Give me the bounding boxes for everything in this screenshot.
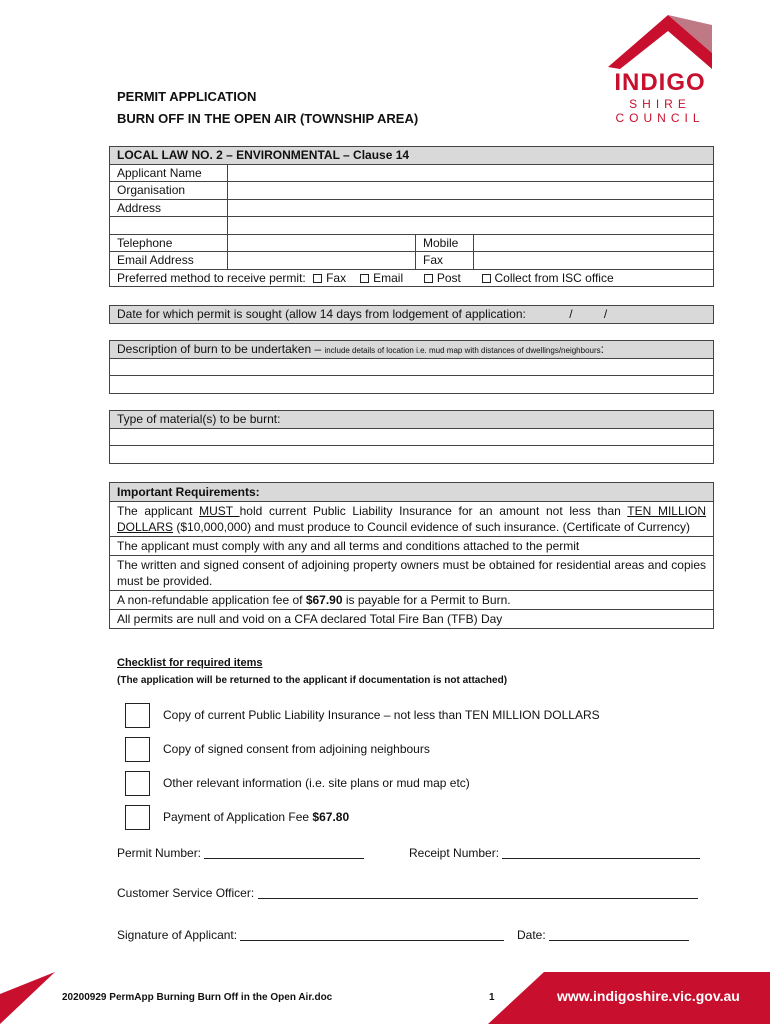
payment-text: Payment of Application Fee [163,810,313,824]
material-table [109,410,714,464]
collect-option-label: Collect from ISC office [494,270,614,285]
date-slash-1: / [569,307,573,322]
description-heading [110,341,714,359]
applicant-name-field[interactable] [228,164,714,182]
fax-field[interactable] [474,252,714,270]
requirements-heading: Important Requirements: [110,483,714,502]
email-checkbox[interactable] [360,274,369,283]
roof-logo-icon [608,15,712,69]
req1-text-b: hold current Public Liability Insurance for an amount not less than [239,504,628,518]
logo-line-shire: SHIRE [629,97,691,111]
date-line[interactable] [549,929,689,941]
applicant-details-table [109,146,714,287]
req1-must: MUST [199,504,240,518]
checklist-item-label [163,810,349,824]
description-line-1[interactable] [110,358,714,376]
post-option-label: Post [436,270,461,285]
checklist-item-label: Copy of current Public Liability Insurance – not less than TEN MILLION DOLLARS [163,708,600,722]
email-field[interactable] [228,252,416,270]
permit-date-row[interactable] [110,306,714,324]
page-footer [0,972,770,1024]
address-label-blank [110,217,228,235]
preferred-method-label: Preferred method to receive permit: [117,270,306,285]
requirement-fee [110,591,714,610]
preferred-method-row [110,269,714,287]
req1-ten-million: TEN MILLION DOLLARS [117,504,706,534]
req4-text-a: A non-refundable application fee of [117,593,306,607]
address-field-1[interactable] [228,199,714,217]
description-line-2[interactable] [110,376,714,394]
req4-fee: $67.90 [305,593,343,607]
receipt-number-line[interactable] [502,847,700,859]
other-info-checkbox[interactable] [125,771,150,796]
cso-line[interactable] [258,887,698,899]
receipt-number-label: Receipt Number: [409,846,500,860]
footer-website-link[interactable]: www.indigoshire.vic.gov.au [557,988,740,1004]
description-note: include details of location i.e. mud map with distances of dwellings/neighbours [324,346,601,356]
payment-fee: $67.80 [312,810,350,824]
mobile-field[interactable] [474,234,714,252]
permit-date-table [109,305,714,324]
footer-filename: 20200929 PermApp Burning Burn Off in the Open Air.doc [62,992,333,1003]
checklist-title-text: Checklist for required items [117,657,263,669]
requirement-terms: The applicant must comply with any and all terms and conditions attached to the permit [110,537,714,556]
page-subtitle: BURN OFF IN THE OPEN AIR (TOWNSHIP AREA) [117,111,419,126]
permit-number-field[interactable] [117,846,364,860]
description-label: Description of burn to be undertaken – [117,342,322,357]
payment-checkbox[interactable] [125,805,150,830]
requirement-tfb: All permits are null and void on a CFA declared Total Fire Ban (TFB) Day [110,610,714,629]
telephone-label: Telephone [110,234,228,252]
mobile-label: Mobile [416,234,474,252]
email-option-label: Email [373,270,404,285]
logo-line-indigo: INDIGO [614,69,706,96]
requirements-table [109,482,714,629]
applicant-name-label: Applicant Name [110,164,228,182]
description-colon: : [600,342,604,357]
date-label: Date: [517,928,546,942]
fax-option-label: Fax [326,270,347,285]
material-line-1[interactable] [110,428,714,446]
footer-page-number: 1 [489,992,495,1003]
requirement-consent: The written and signed consent of adjoining property owners must be obtained for residential areas and copies must be provided. [110,556,714,591]
description-table [109,340,714,394]
organisation-field[interactable] [228,182,714,200]
page-title: PERMIT APPLICATION [117,89,257,104]
telephone-field[interactable] [228,234,416,252]
date-slash-2: / [603,307,608,322]
insurance-checkbox[interactable] [125,703,150,728]
footer-left-shape-icon [0,972,60,1024]
checklist-subtitle: (The application will be returned to the applicant if documentation is not attached) [117,675,508,686]
fax-checkbox[interactable] [313,274,322,283]
req1-text-a: The applicant [117,504,200,518]
indigo-shire-logo [600,15,720,125]
post-checkbox[interactable] [424,274,433,283]
consent-checkbox[interactable] [125,737,150,762]
address-field-2[interactable] [228,217,714,235]
req1-text-c: ($10,000,000) and must produce to Council evidence of such insurance. (Certificate of Currency) [173,520,690,534]
cso-label: Customer Service Officer: [117,886,255,900]
logo-line-council: COUNCIL [615,111,705,125]
signature-field[interactable] [117,928,504,942]
email-label: Email Address [110,252,228,270]
collect-checkbox[interactable] [482,274,491,283]
signature-label: Signature of Applicant: [117,928,238,942]
material-line-2[interactable] [110,446,714,464]
organisation-label: Organisation [110,182,228,200]
material-label: Type of material(s) to be burnt: [110,411,714,429]
permit-date-label: Date for which permit is sought (allow 14 days from lodgement of application: [117,307,526,322]
permit-number-line[interactable] [204,847,364,859]
checklist-item-label: Copy of signed consent from adjoining neighbours [163,742,430,756]
date-field[interactable] [517,928,689,942]
address-label: Address [110,199,228,217]
receipt-number-field[interactable] [409,846,700,860]
req4-text-b: is payable for a Permit to Burn. [342,593,511,607]
checklist-item-label: Other relevant information (i.e. site plans or mud map etc) [163,776,470,790]
fax-label: Fax [416,252,474,270]
signature-line[interactable] [240,929,504,941]
checklist-title [117,657,263,669]
permit-number-label: Permit Number: [117,846,202,860]
requirement-insurance [110,502,714,537]
local-law-heading: LOCAL LAW NO. 2 – ENVIRONMENTAL – Clause 14 [110,147,714,165]
cso-field[interactable] [117,886,698,900]
